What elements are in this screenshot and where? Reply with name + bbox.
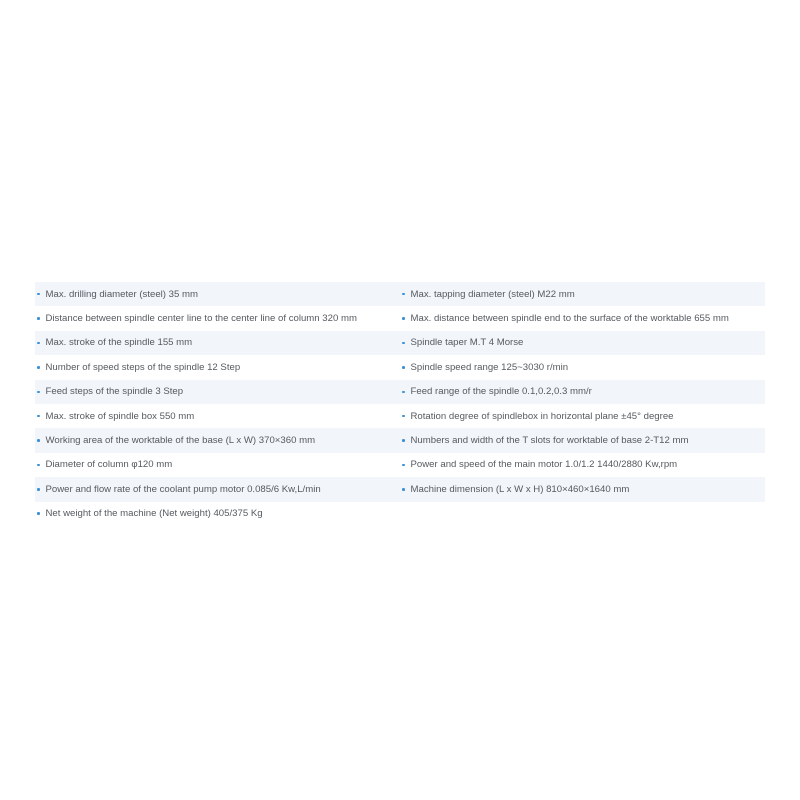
spec-text: Machine dimension (L x W x H) 810×460×1640 mm bbox=[410, 483, 630, 495]
dot-bullet-icon bbox=[37, 391, 40, 394]
dot-bullet-icon bbox=[37, 317, 40, 320]
spec-row bbox=[35, 380, 765, 404]
spec-cell-left bbox=[35, 386, 400, 397]
spec-cell-right bbox=[400, 362, 765, 373]
spec-cell-left bbox=[35, 362, 400, 373]
dot-bullet-icon bbox=[37, 464, 40, 467]
spec-text: Power and speed of the main motor 1.0/1.2 1440/2880 Kw,rpm bbox=[410, 459, 678, 471]
spec-row bbox=[35, 355, 765, 379]
spec-text: Max. tapping diameter (steel) M22 mm bbox=[410, 288, 575, 300]
spec-row bbox=[35, 428, 765, 452]
spec-row bbox=[35, 306, 765, 330]
spec-cell-right bbox=[400, 337, 765, 348]
spec-row bbox=[35, 502, 765, 526]
dot-bullet-icon bbox=[402, 391, 405, 394]
spec-cell-left bbox=[35, 459, 400, 470]
dot-bullet-icon bbox=[37, 366, 40, 369]
spec-cell-right bbox=[400, 484, 765, 495]
spec-cell-left bbox=[35, 411, 400, 422]
spec-text: Rotation degree of spindlebox in horizontal plane ±45° degree bbox=[410, 410, 674, 422]
dot-bullet-icon bbox=[402, 439, 405, 442]
dot-bullet-icon bbox=[37, 342, 40, 345]
spec-cell-left bbox=[35, 435, 400, 446]
dot-bullet-icon bbox=[37, 488, 40, 491]
dot-bullet-icon bbox=[402, 342, 405, 345]
spec-text: Max. stroke of the spindle 155 mm bbox=[45, 337, 193, 349]
spec-text: Diameter of column φ120 mm bbox=[45, 459, 173, 471]
spec-row bbox=[35, 331, 765, 355]
dot-bullet-icon bbox=[37, 439, 40, 442]
spec-cell-right bbox=[400, 411, 765, 422]
dot-bullet-icon bbox=[402, 293, 405, 296]
spec-cell-left bbox=[35, 484, 400, 495]
dot-bullet-icon bbox=[402, 317, 405, 320]
dot-bullet-icon bbox=[402, 415, 405, 418]
spec-text: Max. distance between spindle end to the surface of the worktable 655 mm bbox=[410, 313, 729, 325]
spec-text: Power and flow rate of the coolant pump motor 0.085/6 Kw,L/min bbox=[45, 483, 321, 495]
spec-text: Feed range of the spindle 0.1,0.2,0.3 mm/r bbox=[410, 386, 592, 398]
spec-text: Spindle speed range 125~3030 r/min bbox=[410, 361, 569, 373]
spec-cell-right bbox=[400, 386, 765, 397]
spec-list bbox=[35, 282, 765, 526]
spec-row bbox=[35, 404, 765, 428]
spec-text: Spindle taper M.T 4 Morse bbox=[410, 337, 524, 349]
spec-cell-right bbox=[400, 313, 765, 324]
dot-bullet-icon bbox=[37, 415, 40, 418]
spec-cell-left bbox=[35, 337, 400, 348]
spec-cell-left bbox=[35, 313, 400, 324]
dot-bullet-icon bbox=[402, 366, 405, 369]
spec-text: Max. stroke of spindle box 550 mm bbox=[45, 410, 195, 422]
spec-cell-right bbox=[400, 459, 765, 470]
dot-bullet-icon bbox=[37, 512, 40, 515]
spec-text: Feed steps of the spindle 3 Step bbox=[45, 386, 184, 398]
spec-cell-right bbox=[400, 435, 765, 446]
spec-text: Number of speed steps of the spindle 12 Step bbox=[45, 361, 241, 373]
spec-text: Distance between spindle center line to the center line of column 320 mm bbox=[45, 313, 357, 325]
spec-text: Numbers and width of the T slots for worktable of base 2-T12 mm bbox=[410, 435, 689, 447]
spec-cell-left bbox=[35, 289, 400, 300]
spec-text: Max. drilling diameter (steel) 35 mm bbox=[45, 288, 198, 300]
spec-text: Working area of the worktable of the base (L x W) 370×360 mm bbox=[45, 435, 316, 447]
dot-bullet-icon bbox=[402, 464, 405, 467]
spec-row bbox=[35, 282, 765, 306]
spec-text: Net weight of the machine (Net weight) 405/375 Kg bbox=[45, 508, 263, 520]
spec-cell-left bbox=[35, 508, 400, 519]
dot-bullet-icon bbox=[402, 488, 405, 491]
spec-cell-right bbox=[400, 289, 765, 300]
spec-row bbox=[35, 453, 765, 477]
dot-bullet-icon bbox=[37, 293, 40, 296]
spec-row bbox=[35, 477, 765, 501]
